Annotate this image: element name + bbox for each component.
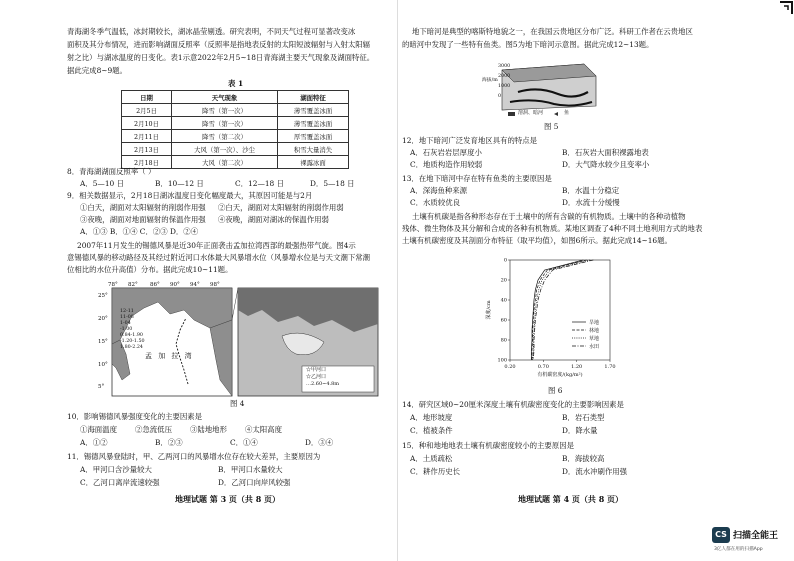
q10-factor: ③陆地地形 bbox=[190, 425, 227, 434]
table-header-row bbox=[122, 91, 349, 104]
q12-option: D．大气降水较少且变率小 bbox=[562, 160, 650, 169]
figure-5-caption: 图 5 bbox=[544, 122, 559, 131]
map-lon-label: 98° bbox=[210, 282, 220, 288]
y-tick-label: 20 bbox=[500, 277, 507, 284]
intro-line: 射之比）与湖冰温度的日变化。表1示意2022年2月5~18日青海湖主要天气现象及湖面特征。 bbox=[67, 53, 375, 62]
map-lat-label: 20° bbox=[98, 316, 108, 322]
table-header: 日期 bbox=[122, 91, 172, 104]
intro-line: 地下暗河是典型的喀斯特地貌之一，在我国云贵地区分布广泛。科研工作者在云贵地区 bbox=[412, 27, 693, 36]
table-cell: 降雪（第一次） bbox=[172, 117, 278, 130]
legend-label: 水田 bbox=[589, 343, 600, 350]
q14-option: B．岩石类型 bbox=[562, 413, 605, 422]
map-lon-label: 78° bbox=[108, 282, 118, 288]
question-13: 13．在地下暗河中存在特有鱼类的主要原因是 bbox=[402, 174, 552, 183]
q15-option: B．海拔较高 bbox=[562, 454, 605, 463]
fig5-axis-tick: 3000 bbox=[498, 64, 511, 69]
q14-option: D．降水量 bbox=[562, 426, 598, 435]
q11-option: A．甲河口含沙量较大 bbox=[80, 465, 152, 474]
right-page bbox=[397, 0, 794, 561]
table-cell: 积雪大量消失 bbox=[278, 143, 349, 156]
q15-option: A．土质疏松 bbox=[410, 454, 453, 463]
series-line-4 bbox=[533, 260, 593, 360]
page-footer: 地理试题 第 4 页（共 8 页） bbox=[518, 494, 624, 504]
q12-option: B．石灰岩大面积裸露地表 bbox=[562, 148, 649, 157]
intro-line: 面积及其分布情况，进而影响湖面反照率（反照率是指地表反射的太阳短波辐射与入射太阳辐 bbox=[67, 40, 371, 49]
q9-option: ②白天，湖面对太阳辐射的削弱作用弱 bbox=[218, 203, 344, 212]
inset-legend-item: ☆乙河口 bbox=[306, 374, 327, 380]
x-tick-label: 0.20 bbox=[504, 364, 516, 370]
q14-option: A．地形坡度 bbox=[410, 413, 453, 422]
inset-legend-item: …2.60~4.8m bbox=[306, 381, 340, 387]
map-legend-item: -1.20-1.50 bbox=[120, 339, 145, 344]
q9-answers: A．①③ B．①④ C．②③ D．②④ bbox=[80, 227, 199, 236]
watermark-label: 扫描全能王 bbox=[733, 531, 779, 541]
y-axis-label: 深度/cm bbox=[486, 300, 492, 320]
q10-option: A．①② bbox=[80, 438, 108, 447]
inset-legend-item: ☆甲河口 bbox=[306, 367, 327, 373]
q10-factor: ②急流低压 bbox=[135, 425, 172, 434]
figure-6-caption: 图 6 bbox=[548, 386, 563, 395]
q8-option: D．5—18 日 bbox=[310, 179, 355, 188]
table-cell: 降雪（第一次） bbox=[172, 104, 278, 117]
soil-intro: 土壤有机碳是指各种形态存在于土壤中的所有含碳的有机物质。土壤中的各种动植物 bbox=[412, 212, 686, 221]
question-11: 11．锡德风暴登陆时，甲、乙两河口的风暴增水位存在较大差异，主要原因为 bbox=[67, 452, 321, 461]
q13-option: A．深海鱼种来源 bbox=[410, 186, 468, 195]
q14-option: C．植被条件 bbox=[410, 426, 453, 435]
y-tick-label: 100 bbox=[497, 357, 507, 364]
figure-6-chart bbox=[478, 254, 668, 382]
series-line-2 bbox=[532, 260, 587, 360]
q10-factor: ①海面温度 bbox=[80, 425, 117, 434]
table-row bbox=[122, 156, 349, 169]
q10-option: C．①④ bbox=[230, 438, 258, 447]
map-legend-item: 1.80-2.24 bbox=[120, 345, 143, 350]
fig5-axis-tick: 1000 bbox=[498, 84, 511, 89]
map-lat-label: 10° bbox=[98, 362, 108, 368]
map-legend-item: 12-11 bbox=[120, 309, 134, 314]
q9-option: ④夜晚，湖面对湖冰的保温作用弱 bbox=[218, 215, 329, 224]
question-12: 12．地下暗河广泛发育地区具有的特点是 bbox=[402, 136, 538, 145]
table-row bbox=[122, 117, 349, 130]
q8-option: A．5—10 日 bbox=[80, 179, 124, 188]
table-row bbox=[122, 104, 349, 117]
page-footer: 地理试题 第 3 页（共 8 页） bbox=[175, 494, 281, 504]
table-cell: 2月5日 bbox=[122, 104, 172, 117]
corner-mark-icon bbox=[778, 0, 794, 16]
table-cell: 2月11日 bbox=[122, 130, 172, 143]
intro-line: 青海湖冬季气温低，冰封期较长，湖冰晶莹剔透。研究表明，不同天气过程可显著改变冰 bbox=[67, 27, 356, 36]
q13-option: D．水流十分缓慢 bbox=[562, 198, 620, 207]
map-lon-label: 90° bbox=[170, 282, 180, 288]
table-cell: 2月18日 bbox=[122, 156, 172, 169]
q15-option: C．耕作历史长 bbox=[410, 467, 460, 476]
table-cell: 2月13日 bbox=[122, 143, 172, 156]
map-bay-label: 孟 加 拉 湾 bbox=[145, 352, 194, 360]
soil-intro: 残体、微生物体及其分解和合成的各种有机物质。某地区调查了4种不同土地利用方式的地表 bbox=[402, 224, 703, 233]
camscanner-logo-icon: CS bbox=[712, 527, 730, 543]
fig5-axis-unit: 海拔/m bbox=[482, 78, 498, 83]
y-tick-label: 0 bbox=[503, 257, 507, 264]
map-lon-label: 86° bbox=[150, 282, 160, 288]
map-lat-label: 5° bbox=[98, 384, 105, 390]
x-tick-label: 1.70 bbox=[604, 364, 616, 370]
legend-label: 草地 bbox=[589, 335, 600, 342]
storm-intro: 位相比的水位升高值）分布。据此完成10~11题。 bbox=[67, 265, 233, 274]
map-lat-label: 15° bbox=[98, 339, 108, 345]
question-8: 8．青海湖湖面反照率（ ） bbox=[67, 167, 156, 176]
table-cell: 薄雪覆盖冰面 bbox=[278, 104, 349, 117]
x-tick-label: 0.70 bbox=[537, 364, 549, 370]
q10-factor: ④太阳高度 bbox=[245, 425, 282, 434]
q8-option: C．12—18 日 bbox=[235, 179, 284, 188]
fig5-axis-tick: 2000 bbox=[498, 74, 511, 79]
storm-intro: 意锡德风暴的移动路径及其经过附近河口水体最大风暴增水位（风暴增水位是与天文潮下常潮 bbox=[67, 253, 371, 262]
q13-option: B．水温十分稳定 bbox=[562, 186, 620, 195]
y-tick-label: 80 bbox=[500, 337, 507, 344]
question-15: 15．种和地地地表土壤有机碳密度较小的主要原因是 bbox=[402, 441, 575, 450]
intro-line: 的暗河中发现了一些特有鱼类。图5为地下暗河示意图。据此完成12~13题。 bbox=[402, 40, 654, 49]
soil-intro: 土壤有机碳密度及其剖面分布特征（取平均值），如图6所示。据此完成14~16题。 bbox=[402, 236, 672, 245]
watermark-subtitle: 3亿人都在用的扫描App bbox=[714, 547, 763, 552]
question-10: 10．影响锡德风暴强度变化的主要因素是 bbox=[67, 412, 203, 421]
table-header: 天气现象 bbox=[172, 91, 278, 104]
map-legend-item: 11-08 bbox=[120, 315, 134, 320]
table-cell: 大风（第二次） bbox=[172, 156, 278, 169]
map-lon-label: 94° bbox=[190, 282, 200, 288]
q9-option: ①白天，湖面对太阳辐射的削弱作用强 bbox=[80, 203, 206, 212]
table-row bbox=[122, 130, 349, 143]
map-lon-label: 82° bbox=[128, 282, 138, 288]
q15-option: D．流水冲刷作用强 bbox=[562, 467, 628, 476]
fig5-legend-item: 鱼 bbox=[564, 110, 570, 116]
question-14: 14．研究区域0~20厘米深度土壤有机碳密度变化的主要影响因素是 bbox=[402, 400, 624, 409]
q11-option: B．甲河口水量较大 bbox=[218, 465, 283, 474]
q11-option: D．乙河口向岸风较强 bbox=[218, 478, 291, 487]
q13-option: C．水质较优良 bbox=[410, 198, 460, 207]
q11-option: C．乙河口离岸流速较强 bbox=[80, 478, 160, 487]
table-cell: 厚雪覆盖冰面 bbox=[278, 130, 349, 143]
table-cell: 裸露冰面 bbox=[278, 156, 349, 169]
x-axis-label: 有机碳密度/(kg/m²) bbox=[537, 372, 583, 378]
table-cell: 降雪（第二次） bbox=[172, 130, 278, 143]
q12-option: A．石灰岩岩层厚度小 bbox=[410, 148, 482, 157]
fig5-axis-tick: 0 bbox=[498, 94, 502, 99]
series-line-1 bbox=[531, 260, 583, 360]
question-9: 9．相关数据显示，2月18日湖冰温度日变化幅度最大，其原因可能是与2月 bbox=[67, 191, 313, 200]
map-lat-label: 25° bbox=[98, 293, 108, 299]
table-title: 表 1 bbox=[228, 79, 244, 88]
x-tick-label: 1.20 bbox=[571, 364, 583, 370]
q9-option: ③夜晚，湖面对地面辐射的保温作用强 bbox=[80, 215, 206, 224]
figure-4-caption: 图 4 bbox=[230, 399, 245, 408]
table-cell: 大风（第一次）、沙尘 bbox=[172, 143, 278, 156]
figure-5-cave-diagram bbox=[488, 62, 608, 118]
intro-line: 据此完成8~9题。 bbox=[67, 66, 127, 75]
storm-intro: 2007年11月发生的锡德风暴是近30年正面袭击孟加拉湾西部的最强热带气旋。图4示 bbox=[77, 241, 356, 250]
q12-option: C．地质构造作用较弱 bbox=[410, 160, 483, 169]
table-row bbox=[122, 143, 349, 156]
fig5-legend-item: 溶洞、暗河 bbox=[518, 110, 544, 116]
legend-label: 林地 bbox=[589, 327, 600, 334]
table-header: 湖面特征 bbox=[278, 91, 349, 104]
table-cell: 薄雪覆盖冰面 bbox=[278, 117, 349, 130]
weather-table bbox=[121, 90, 349, 169]
q10-option: D．③④ bbox=[305, 438, 334, 447]
y-tick-label: 40 bbox=[500, 297, 507, 304]
q10-option: B．②③ bbox=[155, 438, 183, 447]
map-legend-item: -1.00 bbox=[120, 327, 133, 332]
map-legend-item: 1-04 bbox=[120, 321, 131, 326]
table-cell: 2月10日 bbox=[122, 117, 172, 130]
y-tick-label: 60 bbox=[500, 317, 507, 324]
q8-option: B．10—12 日 bbox=[155, 179, 204, 188]
legend-label: 旱地 bbox=[589, 319, 600, 326]
map-legend-item: 0.84-1.90 bbox=[120, 333, 143, 338]
